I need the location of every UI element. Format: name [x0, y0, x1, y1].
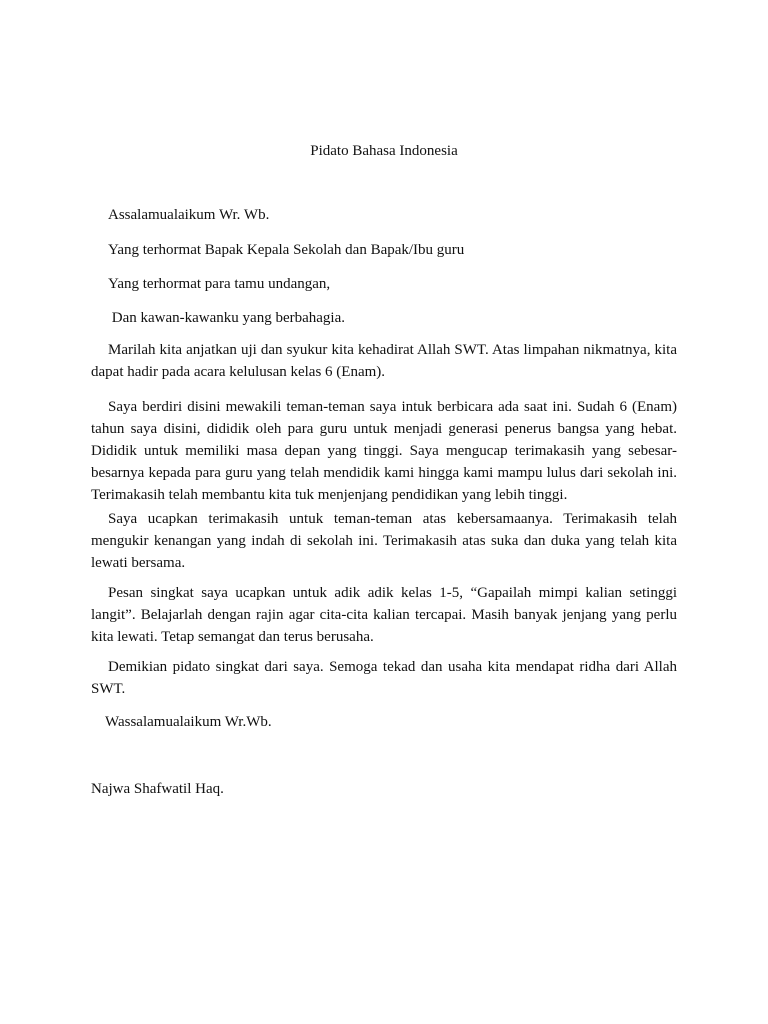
paragraph-1: Marilah kita anjatkan uji dan syukur kita kehadirat Allah SWT. Atas limpahan nikmatnya, kita dapat hadir pada acara kelulusan kelas 6 (Enam).: [91, 342, 677, 380]
paragraph-3: Saya ucapkan terimakasih untuk teman-teman atas kebersamaanya. Terimakasih telah mengukir kenangan yang indah di sekolah ini. Terimakasih atas suka dan duka yang telah kita lewati bersama.: [91, 511, 677, 571]
paragraph-5: Demikian pidato singkat dari saya. Semoga tekad dan usaha kita mendapat ridha dari Allah SWT.: [91, 659, 677, 697]
author-signature: Najwa Shafwatil Haq.: [91, 781, 224, 797]
salutation-1: Yang terhormat Bapak Kepala Sekolah dan Bapak/Ibu guru: [108, 242, 465, 258]
paragraph-2: Saya berdiri disini mewakili teman-teman saya intuk berbicara ada saat ini. Sudah 6 (Enam) tahun saya disini, dididik oleh para guru untuk menjadi generasi penerus bangsa yang hebat. Dididik untuk memiliki masa depan yang tinggi. Saya mengucap terimakasih yang sebesar-besarnya kepada para guru yang telah mendidik kami hingga kami mampu lulus dari sekolah ini. Terimakasih telah membantu kita tuk menjenjang pendidikan yang lebih tinggi.: [91, 399, 677, 503]
document-title: Pidato Bahasa Indonesia: [310, 143, 458, 159]
closing: Wassalamualaikum Wr.Wb.: [105, 714, 272, 730]
salutation-3: Dan kawan-kawanku yang berbahagia.: [108, 310, 345, 326]
greeting: Assalamualaikum Wr. Wb.: [108, 207, 270, 223]
salutation-2: Yang terhormat para tamu undangan,: [108, 276, 331, 292]
paragraph-4: Pesan singkat saya ucapkan untuk adik adik kelas 1-5, “Gapailah mimpi kalian setinggi langit”. Belajarlah dengan rajin agar cita-cita kalian tercapai. Masih banyak jenjang yang perlu kita lewati. Tetap semangat dan terus berusaha.: [91, 585, 677, 645]
